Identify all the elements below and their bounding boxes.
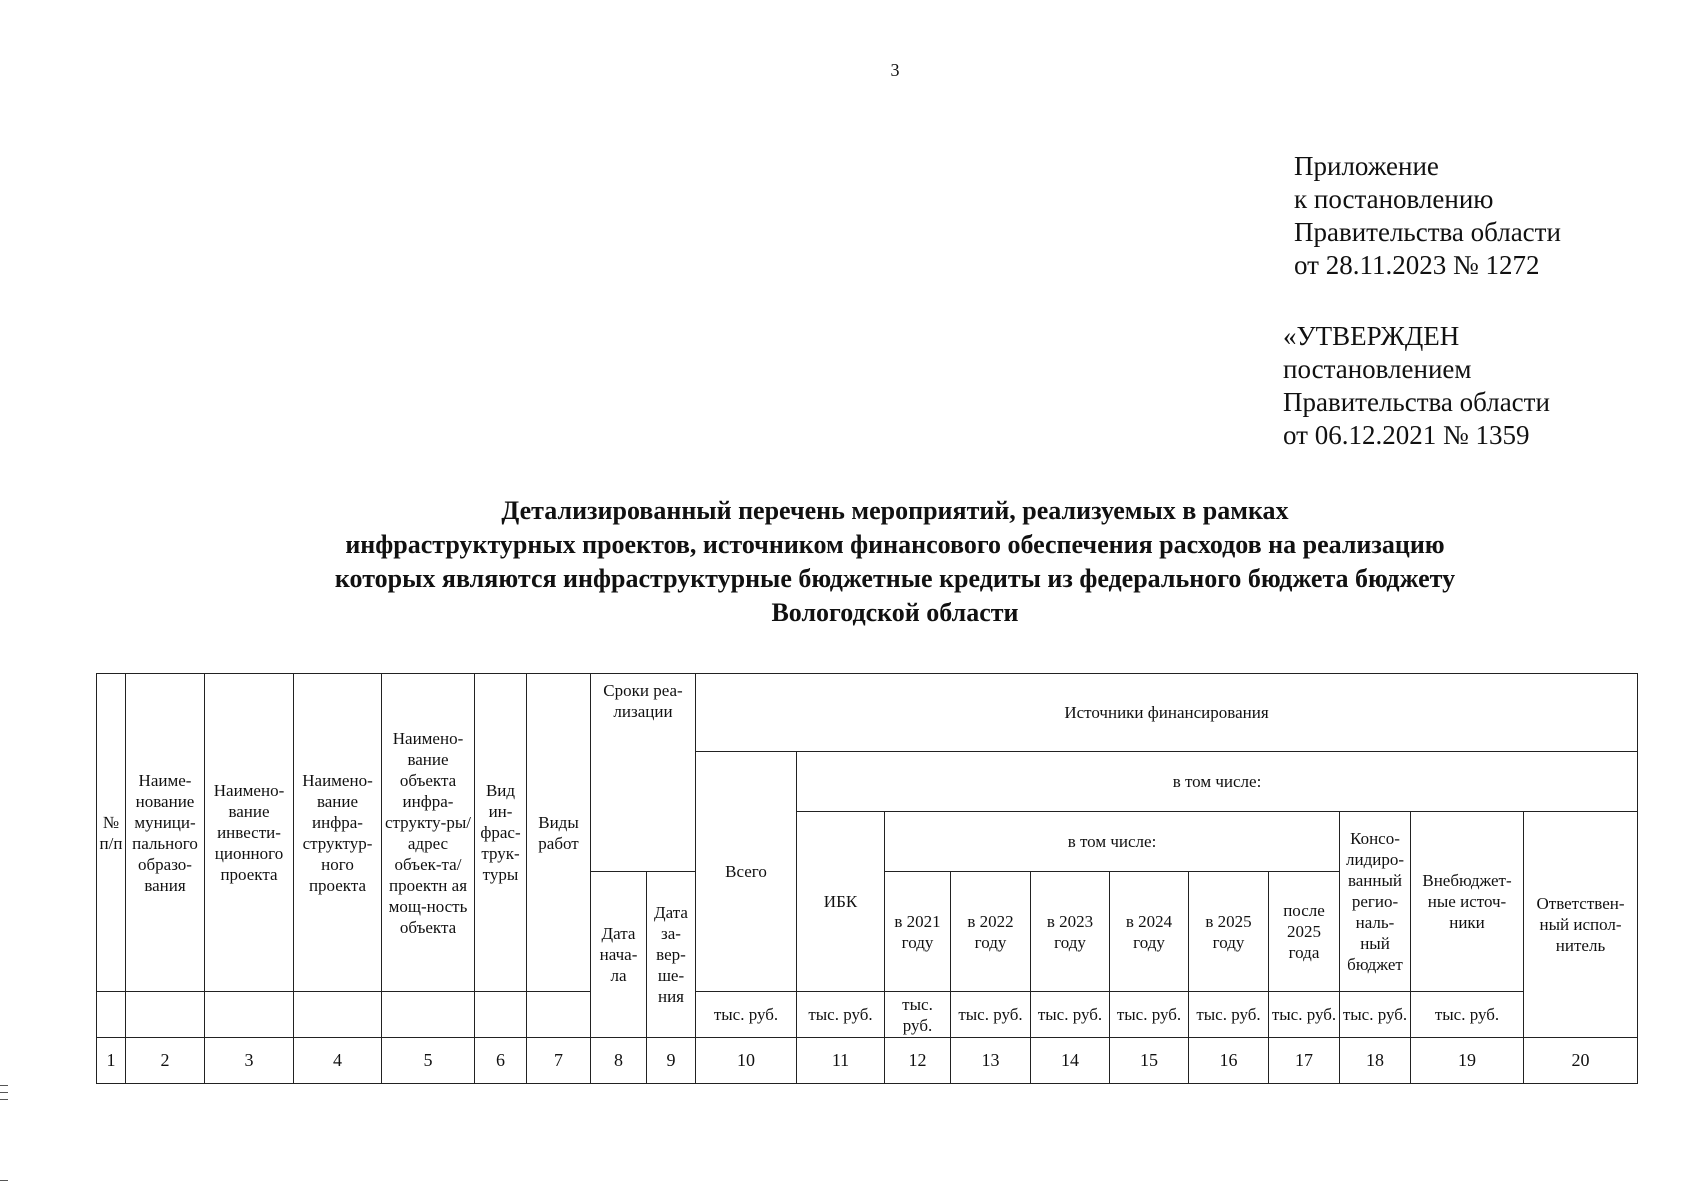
unit-total: тыс. руб. <box>696 992 797 1038</box>
unit-y2021: тыс. руб. <box>885 992 951 1038</box>
margin-mark <box>0 1092 8 1093</box>
header-num: № п/п <box>97 674 126 992</box>
document-title <box>250 494 1540 630</box>
header-object: Наимено-вание объекта инфра-структу-ры/адрес объек-та/проектн ая мощ-ность объекта <box>382 674 475 992</box>
margin-mark <box>0 1099 8 1100</box>
column-number: 19 <box>1411 1038 1524 1084</box>
column-number: 17 <box>1269 1038 1340 1084</box>
header-work-types: Виды работ <box>527 674 591 992</box>
header-date-start: Дата нача-ла <box>591 872 647 1038</box>
column-number: 12 <box>885 1038 951 1084</box>
activities-table <box>96 673 1638 1084</box>
title-line: Детализированный перечень мероприятий, реализуемых в рамках <box>501 496 1289 525</box>
column-number: 11 <box>797 1038 885 1084</box>
column-number: 7 <box>527 1038 591 1084</box>
header-ibk: ИБК <box>797 812 885 992</box>
approval-line: Приложение <box>1294 151 1439 181</box>
header-municipality: Наиме-нование муници-пального образо-вания <box>126 674 205 992</box>
header-y2023: в 2023 году <box>1031 872 1110 992</box>
header-date-end: Дата за-вер-ше-ния <box>647 872 696 1038</box>
header-y2021: в 2021 году <box>885 872 951 992</box>
header-including-1: в том числе: <box>797 752 1638 812</box>
unit-ibk: тыс. руб. <box>797 992 885 1038</box>
unit-after2025: тыс. руб. <box>1269 992 1340 1038</box>
unit-y2023: тыс. руб. <box>1031 992 1110 1038</box>
unit-cell <box>382 992 475 1038</box>
approved-line: постановлением <box>1283 354 1472 384</box>
unit-cell <box>475 992 527 1038</box>
approval-line: к постановлению <box>1294 184 1494 214</box>
margin-mark <box>0 1180 8 1181</box>
unit-cell <box>527 992 591 1038</box>
unit-cell <box>294 992 382 1038</box>
unit-cell <box>97 992 126 1038</box>
title-line: Вологодской области <box>771 598 1019 627</box>
column-number: 16 <box>1189 1038 1269 1084</box>
column-number: 9 <box>647 1038 696 1084</box>
header-timeline: Сроки реа-лизации <box>591 674 696 872</box>
column-number: 14 <box>1031 1038 1110 1084</box>
approval-line: от 28.11.2023 № 1272 <box>1294 250 1540 280</box>
unit-y2025: тыс. руб. <box>1189 992 1269 1038</box>
header-regional-budget: Консо-лидиро-ванный регио-наль-ный бюджет <box>1340 812 1411 992</box>
approval-line: Правительства области <box>1294 217 1561 247</box>
header-total: Всего <box>696 752 797 992</box>
header-y2024: в 2024 году <box>1110 872 1189 992</box>
header-infra-type: Вид ин-фрас-трук-туры <box>475 674 527 992</box>
approved-line: Правительства области <box>1283 387 1550 417</box>
column-number: 5 <box>382 1038 475 1084</box>
header-after2025: после 2025 года <box>1269 872 1340 992</box>
approved-block <box>1283 320 1550 452</box>
title-line: которых являются инфраструктурные бюджетные кредиты из федерального бюджета бюджету <box>334 564 1456 593</box>
column-number: 18 <box>1340 1038 1411 1084</box>
header-y2025: в 2025 году <box>1189 872 1269 992</box>
title-line: инфраструктурных проектов, источником финансового обеспечения расходов на реализацию <box>345 530 1445 559</box>
column-number: 13 <box>951 1038 1031 1084</box>
unit-cell <box>205 992 294 1038</box>
unit-cell <box>126 992 205 1038</box>
column-number: 8 <box>591 1038 647 1084</box>
unit-y2022: тыс. руб. <box>951 992 1031 1038</box>
approved-line: от 06.12.2021 № 1359 <box>1283 420 1530 450</box>
margin-mark <box>0 1085 8 1086</box>
header-responsible: Ответствен-ный испол-нитель <box>1524 812 1638 1038</box>
column-number: 10 <box>696 1038 797 1084</box>
column-number: 3 <box>205 1038 294 1084</box>
header-extrabudgetary: Внебюджет-ные источ-ники <box>1411 812 1524 992</box>
unit-regional-budget: тыс. руб. <box>1340 992 1411 1038</box>
header-including-2: в том числе: <box>885 812 1340 872</box>
unit-y2024: тыс. руб. <box>1110 992 1189 1038</box>
column-number: 20 <box>1524 1038 1638 1084</box>
column-number: 4 <box>294 1038 382 1084</box>
header-investment-project: Наимено-вание инвести-ционного проекта <box>205 674 294 992</box>
column-number: 15 <box>1110 1038 1189 1084</box>
approval-block <box>1294 150 1561 282</box>
column-number: 6 <box>475 1038 527 1084</box>
header-infrastructure-project: Наимено-вание инфра-структур-ного проекта <box>294 674 382 992</box>
approved-line: «УТВЕРЖДЕН <box>1283 321 1460 351</box>
column-number: 1 <box>97 1038 126 1084</box>
unit-extrabudgetary: тыс. руб. <box>1411 992 1524 1038</box>
header-funding-sources: Источники финансирования <box>696 674 1638 752</box>
page-number: 3 <box>890 60 900 80</box>
column-number: 2 <box>126 1038 205 1084</box>
header-y2022: в 2022 году <box>951 872 1031 992</box>
